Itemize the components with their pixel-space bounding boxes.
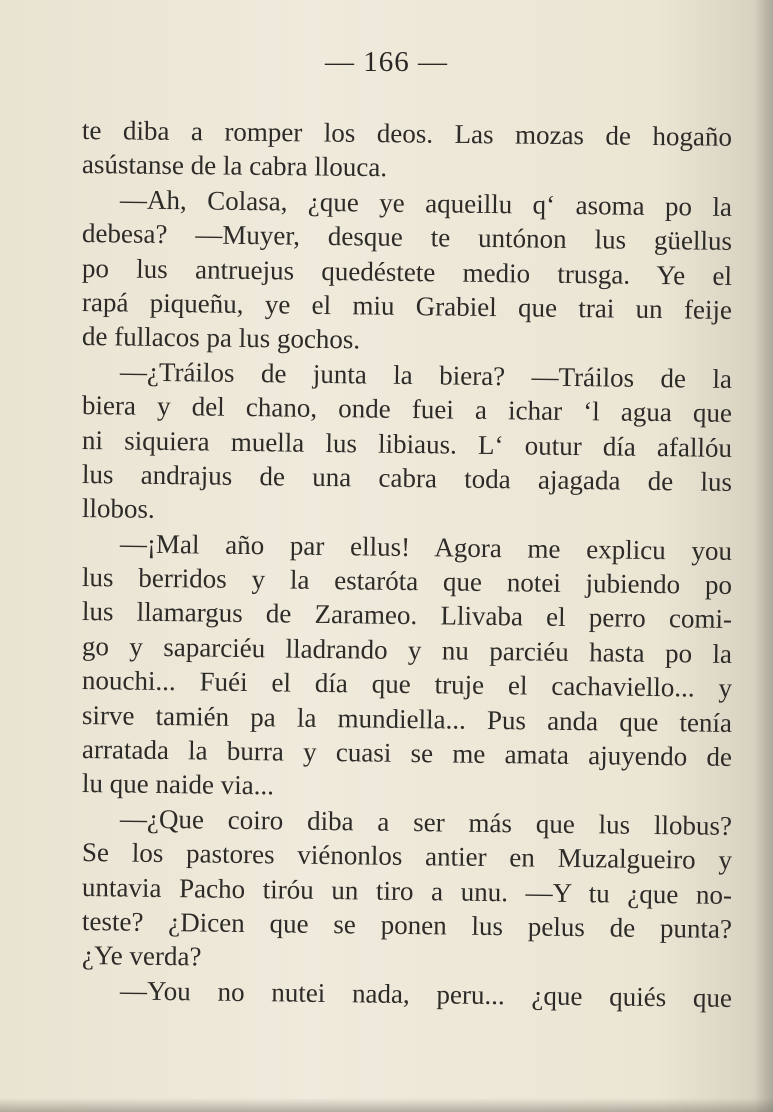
text-line: asústanse de la cabra llouca. (81, 149, 388, 183)
text-line: debesa? —Muyer, desque te untónon lus güellus (81, 218, 733, 257)
text-line: ni siquiera muella lus libiaus. L‘ outur día afallóu (81, 424, 733, 463)
text-line: lus llamargus de Zarameo. Llivaba el perro comi- (81, 596, 733, 635)
text-line: —Ah, Colasa, ¿que ye aqueillu q‘ asoma po la (119, 184, 733, 222)
text-line: teste? ¿Dicen que se ponen lus pelus de punta? (81, 905, 733, 944)
text-line: sirve tamién pa la mundiella... Pus anda que tenía (81, 699, 733, 738)
text-line: untavia Pacho tiróu un tiro a unu. —Y tu ¿que no- (81, 871, 733, 910)
text-line: lu que naide via... (81, 768, 275, 801)
text-line: lus berridos y la estaróta que notei jubiendo po (81, 562, 733, 601)
text-line: —¿Tráilos de junta la biera? —Tráilos de la (119, 356, 733, 394)
text-line: de fullacos pa lus gochos. (81, 321, 361, 355)
text-line: —¡Mal año par ellus! Agora me explicu you (119, 528, 733, 566)
text-line: ¿Ye verda? (81, 940, 202, 972)
text-line: lus andrajus de una cabra toda ajagada de lus (81, 458, 733, 497)
text-line: arratada la burra y cuasi se me amata ajuyendo de (81, 734, 733, 772)
text-line: te diba a romper los deos. Las mozas de hogaño (81, 115, 733, 152)
text-line: Se los pastores viénonlos antier en Muzalgueiro y (81, 837, 733, 876)
text-line: po lus antruejus quedéstete medio trusga. Ye el (81, 252, 733, 291)
page-bottom-shadow (0, 1098, 773, 1112)
page-edge-shadow (755, 0, 773, 1112)
text-line: —¿Que coiro diba a ser más que lus llobus? (119, 803, 733, 841)
text-line: rapá piqueñu, ye el miu Grabiel que trai un feije (81, 286, 733, 325)
text-line: llobos. (81, 493, 155, 525)
text-line: —You no nutei nada, peru... ¿que quiés que (119, 975, 733, 1013)
text-line: biera y del chano, onde fuei a ichar ‘l agua que (81, 390, 733, 429)
page-number: — 166 — (325, 46, 448, 78)
text-line: nouchi... Fuéi el día que truje el cachaviello... y (81, 665, 733, 704)
body-text (81, 113, 733, 1013)
text-line: go y saparciéu lladrando y nu parciéu hasta po la (81, 630, 733, 669)
